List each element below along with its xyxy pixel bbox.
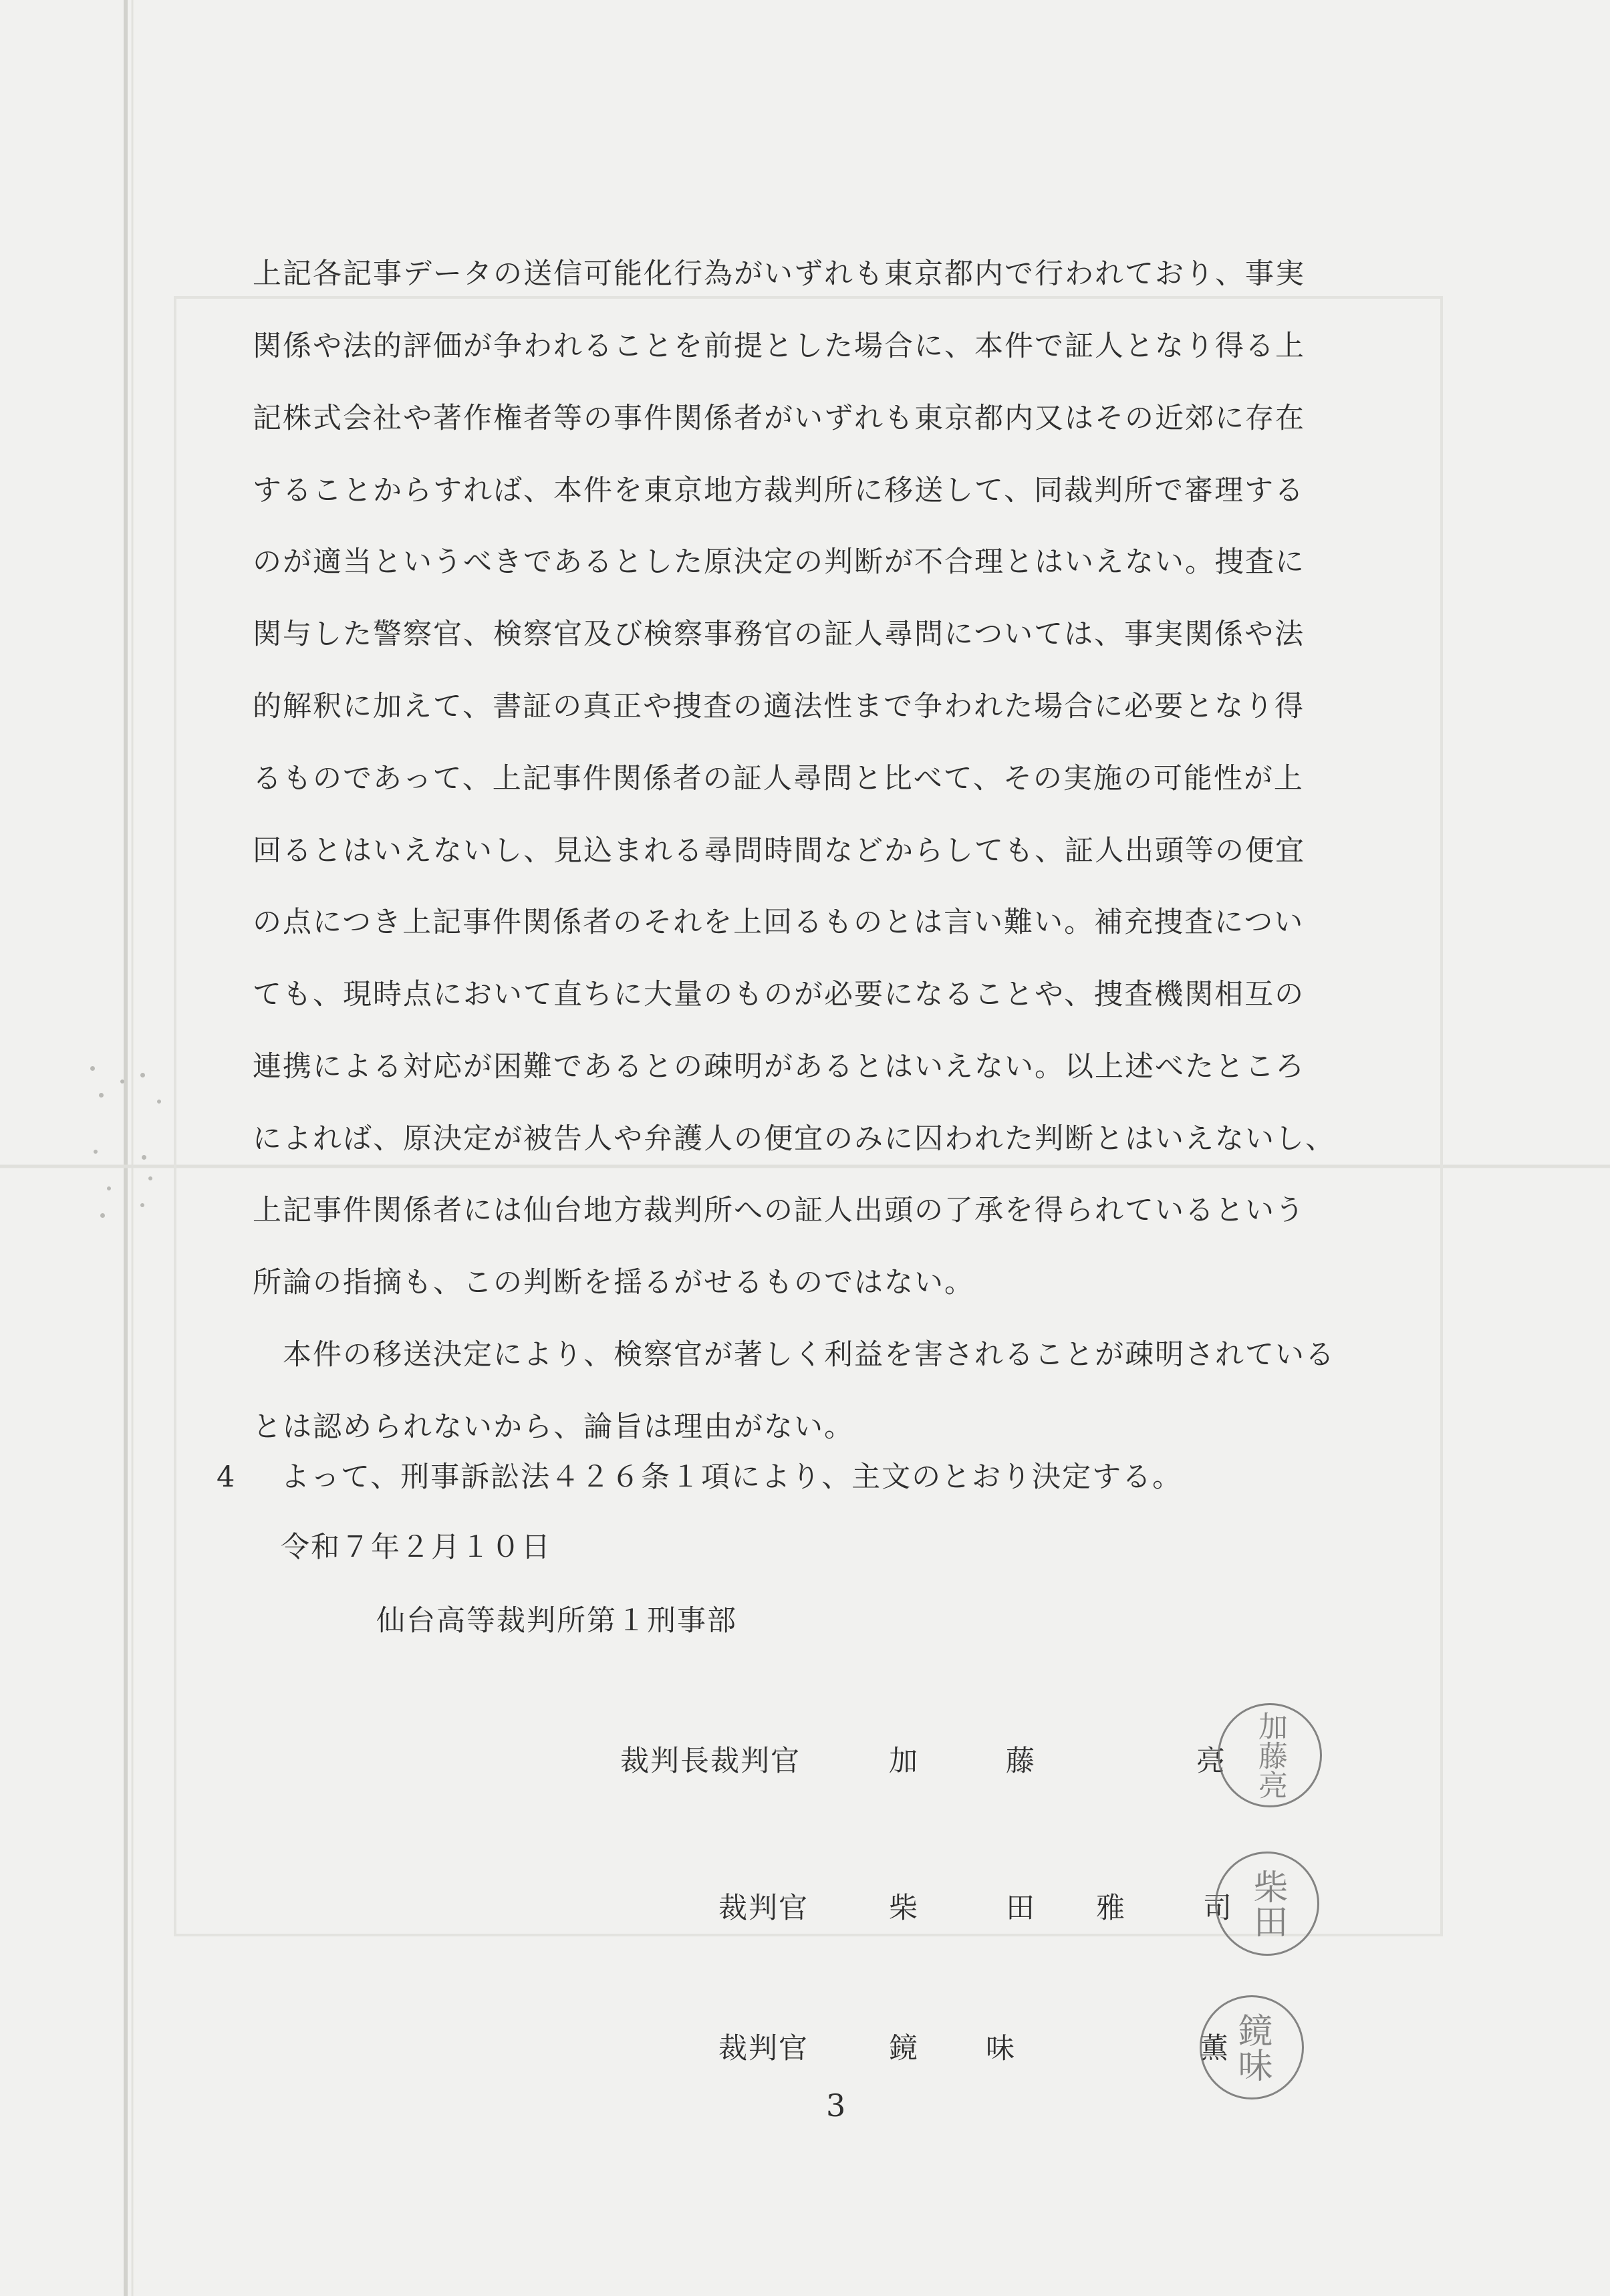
judge-name-char: 柴 <box>889 1892 918 1925</box>
body-line-15: 所論の指摘も、この判断を揺るがせるものではない。 <box>253 1266 974 1299</box>
judge-title: 裁判官 <box>718 1892 809 1925</box>
body-line-14: 上記事件関係者には仙台地方裁判所への証人出頭の了承を得られているという <box>253 1194 1305 1227</box>
body-line-16: 本件の移送決定により、検察官が著しく利益を害されることが疎明されている <box>253 1338 1335 1372</box>
judge-name-char: 薫 <box>1200 2032 1228 2065</box>
body-line-11: ても、現時点において直ちに大量のものが必要になることや、捜査機関相互の <box>253 978 1305 1011</box>
judge-seal-stamp: 加藤亮 <box>1218 1703 1322 1807</box>
judge-seal-stamp: 鏡味 <box>1200 1995 1304 2099</box>
judge-name-char: 司 <box>1203 1892 1232 1925</box>
body-line-17: とは認められないから、論旨は理由がない。 <box>253 1410 854 1444</box>
judge-name-char: 味 <box>986 2032 1015 2065</box>
judge-name-char: 田 <box>1006 1892 1035 1925</box>
judge-seal-stamp: 柴田 <box>1215 1852 1319 1956</box>
court-name: 仙台高等裁判所第１刑事部 <box>376 1604 737 1638</box>
judge-name-char: 加 <box>889 1745 918 1778</box>
judge-name-char: 鏡 <box>889 2032 918 2065</box>
section-4-text: よって、刑事訴訟法４２６条１項により、主文のとおり決定する。 <box>281 1460 1183 1494</box>
page-number: 3 <box>826 2087 846 2124</box>
judge-name-char: 亮 <box>1196 1745 1225 1778</box>
judge-name-char: 雅 <box>1096 1892 1125 1925</box>
body-line-12: 連携による対応が困難であるとの疎明があるとはいえない。以上述べたところ <box>253 1050 1305 1083</box>
judge-name-char: 藤 <box>1006 1745 1035 1778</box>
decision-date: 令和７年２月１０日 <box>281 1531 551 1564</box>
body-line-5: のが適当というべきであるとした原決定の判断が不合理とはいえない。捜査に <box>253 545 1305 579</box>
body-line-6: 関与した警察官、検察官及び検察事務官の証人尋問については、事実関係や法 <box>253 618 1305 651</box>
judge-title-presiding: 裁判長裁判官 <box>620 1745 801 1778</box>
body-line-3: 記株式会社や著作権者等の事件関係者がいずれも東京都内又はその近郊に存在 <box>253 402 1305 435</box>
body-line-4: することからすれば、本件を東京地方裁判所に移送して、同裁判所で審理する <box>253 474 1305 507</box>
body-line-13: によれば、原決定が被告人や弁護人の便宜のみに囚われた判断とはいえないし、 <box>253 1122 1335 1156</box>
body-line-1: 上記各記事データの送信可能化行為がいずれも東京都内で行われており、事実 <box>253 257 1305 291</box>
body-line-2: 関係や法的評価が争われることを前提とした場合に、本件で証人となり得る上 <box>253 330 1305 363</box>
body-line-8: るものであって、上記事件関係者の証人尋問と比べて、その実施の可能性が上 <box>253 762 1304 795</box>
judge-title: 裁判官 <box>718 2032 809 2065</box>
section-number: 4 <box>217 1460 235 1494</box>
body-line-10: の点につき上記事件関係者のそれを上回るものとは言い難い。補充捜査につい <box>253 906 1305 939</box>
body-line-7: 的解釈に加えて、書証の真正や捜査の適法性まで争われた場合に必要となり得 <box>253 690 1305 723</box>
body-line-9: 回るとはいえないし、見込まれる尋問時間などからしても、証人出頭等の便宜 <box>253 834 1305 868</box>
